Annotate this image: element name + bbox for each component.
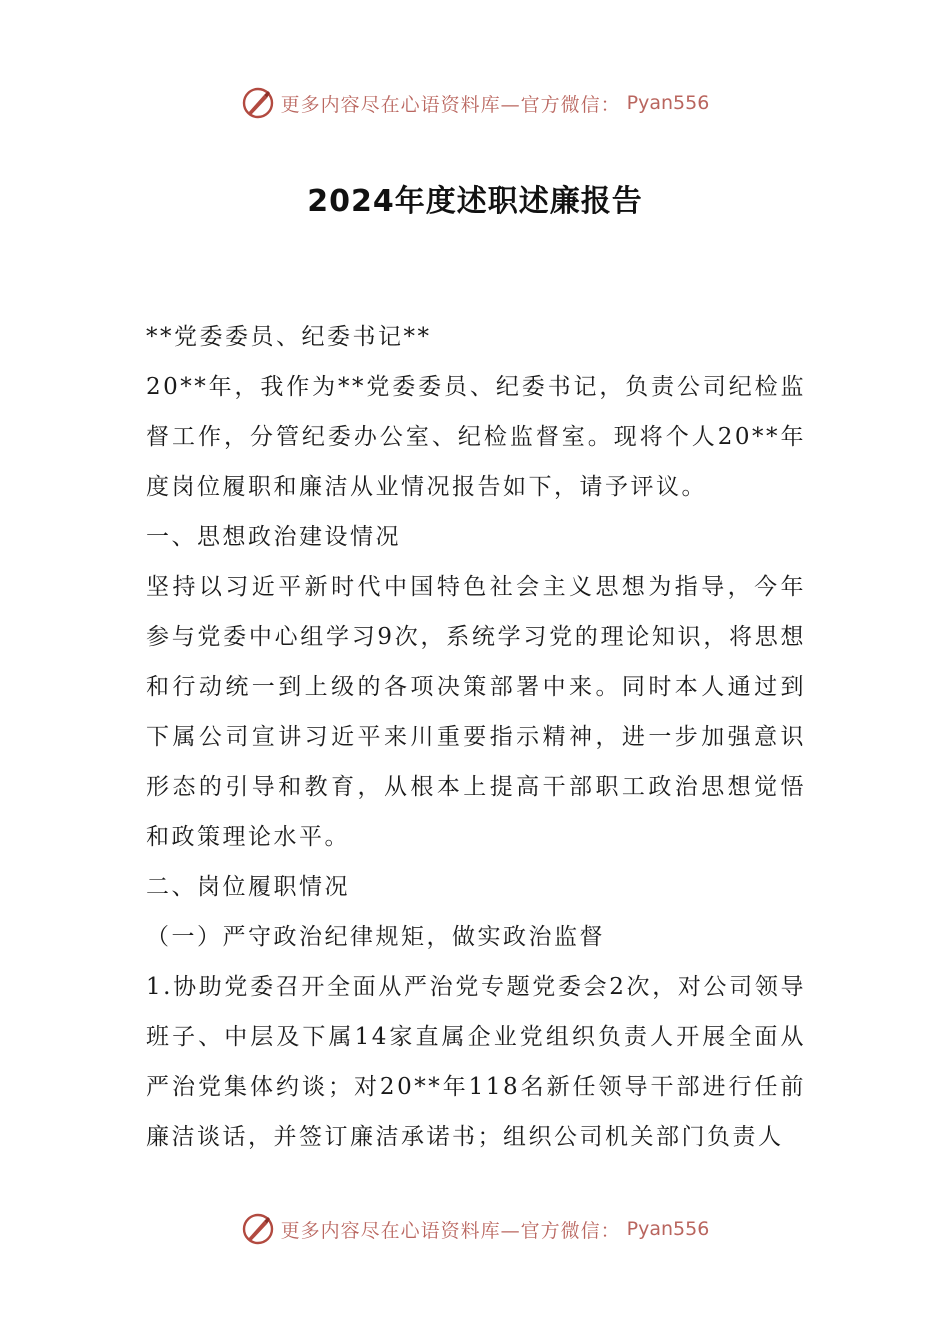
watermark-footer <box>0 1212 950 1246</box>
watermark-wechat-id: Pyan556 <box>626 1218 710 1240</box>
watermark-wechat-id: Pyan556 <box>626 92 710 114</box>
paragraph-item-1: 1.协助党委召开全面从严治党专题党委会2次，对公司领导班子、中层及下属14家直属企业党组织负责人开展全面从严治党集体约谈；对20**年118名新任领导干部进行任前廉洁谈话，并签订廉洁承诺书；组织公司机关部门负责人 <box>146 974 806 1150</box>
document-title: 2024年度述职述廉报告 <box>307 184 643 219</box>
pen-logo-icon <box>241 86 275 120</box>
author-line: **党委委员、纪委书记** <box>146 324 432 350</box>
watermark-header <box>0 86 950 120</box>
document-body <box>146 312 806 1162</box>
subsection-heading-1: （一）严守政治纪律规矩，做实政治监督 <box>146 924 605 950</box>
paragraph-intro: 20**年，我作为**党委委员、纪委书记，负责公司纪检监督工作，分管纪委办公室、纪检监督室。现将个人20**年度岗位履职和廉洁从业情况报告如下，请予评议。 <box>146 374 806 500</box>
paragraph-political-study: 坚持以习近平新时代中国特色社会主义思想为指导，今年参与党委中心组学习9次，系统学习党的理论知识，将思想和行动统一到上级的各项决策部署中来。同时本人通过到下属公司宣讲习近平来川重要指示精神，进一步加强意识形态的引导和教育，从根本上提高干部职工政治思想觉悟和政策理论水平。 <box>146 574 806 850</box>
section-heading-2: 二、岗位履职情况 <box>146 874 350 900</box>
watermark-text: 更多内容尽在心语资料库—官方微信： <box>280 1219 621 1242</box>
section-heading-1: 一、思想政治建设情况 <box>146 524 401 550</box>
watermark-text: 更多内容尽在心语资料库—官方微信： <box>280 93 621 116</box>
pen-logo-icon <box>241 1212 275 1246</box>
